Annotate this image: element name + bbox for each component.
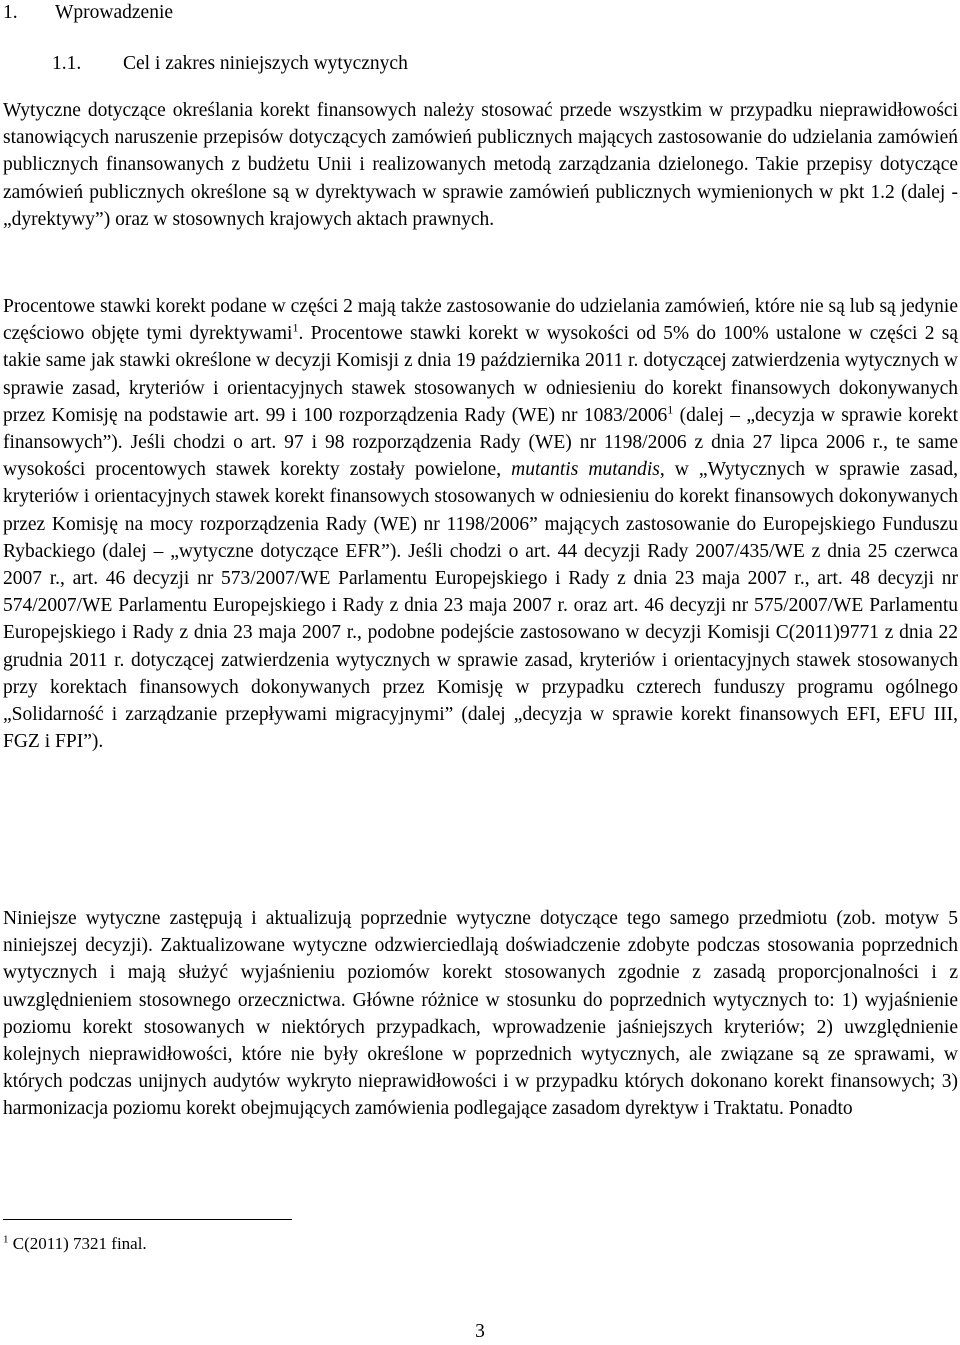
paragraph-correction-rates: [3, 293, 958, 755]
italic-phrase: mutantis mutandis: [511, 459, 660, 481]
subsection-heading: [52, 52, 408, 76]
footnote-marker: 1: [3, 1233, 9, 1246]
paragraph-text: , w „Wytycznych w sprawie zasad, kryteriów i orientacyjnych stawek korekt finansowych stosowanych w odniesieniu do korekt finansowych dokonywanych przez Komisję na mocy rozporządzenia Rady (WE) nr 1198/2006” mających zastosowanie do Europejskiego Funduszu Rybackiego (dalej – „wytyczne dotyczące EFR”). Jeśli chodzi o art. 44 decyzji Rady 2007/435/WE z dnia 25 czerwca 2007 r., art. 46 decyzji nr 573/2007/WE Parlamentu Europejskiego i Rady z dnia 23 maja 2007 r., art. 48 decyzji nr 574/2007/WE Parlamentu Europejskiego i Rady z dnia 23 maja 2007 r. oraz art. 46 decyzji nr 575/2007/WE Parlamentu Europejskiego i Rady z dnia 23 maja 2007 r., podobne podejście zastosowano w decyzji Komisji C(2011)9771 z dnia 22 grudnia 2011 r. dotyczącej zatwierdzenia wytycznych w sprawie zasad, kryteriów i orientacyjnych stawek stosowanych przy korektach finansowych dokonywanych przez Komisję w przypadku czterech funduszy programu ogólnego „Solidarność i zarządzanie przepływami migracyjnymi” (dalej „decyzja w sprawie korekt finansowych EFI, EFU III, FGZ i FPI”).: [3, 459, 958, 753]
page-number: 3: [475, 1321, 485, 1342]
paragraph-text: . Procentowe stawki korekt w wysokości od 5% do 100% ustalone w części 2 są takie same jak stawki określone w decyzji Komisji z dnia 19 października 2011 r. dotyczącej zatwierdzenia wytycznych w sprawie zasad, kryteriów i orientacyjnych stawek stosowanych w odniesieniu do korekt finansowych dokonywanych przez Komisję na podstawie art. 99 i 100 rozporządzenia Rady (WE) nr 1083/2006: [3, 323, 959, 426]
footnote-reference[interactable]: 1: [292, 320, 299, 335]
footnote-text: C(2011) 7321 final.: [8, 1234, 147, 1253]
paragraph-scope: Wytyczne dotyczące określania korekt finansowych należy stosować przede wszystkim w przypadku nieprawidłowości stanowiących naruszenie przepisów dotyczących zamówień publicznych mających zastosowanie do udzielania zamówień publicznych finansowanych z budżetu Unii i realizowanych metodą zarządzania dzielonego. Takie przepisy dotyczące zamówień publicznych określone są w dyrektywach w sprawie zamówień publicznych wymienionych w pkt 1.2 (dalej - „dyrektywy”) oraz w stosownych krajowych aktach prawnych.: [3, 100, 958, 230]
paragraph-text: (dalej – „decyzja w sprawie korekt finansowych”). Jeśli chodzi o art. 97 i 98 rozporządzenia Rady (WE) nr 1198/2006 z dnia 27 lipca 2006 r., te same wysokości procentowych stawek korekty zostały powielone,: [3, 404, 958, 481]
footnote-separator: [3, 1219, 292, 1220]
regulation-reference: 1: [667, 402, 674, 417]
paragraph-update: Niniejsze wytyczne zastępują i aktualizują poprzednie wytyczne dotyczące tego samego przedmiotu (zob. motyw 5 niniejszej decyzji). Zaktualizowane wytyczne odzwierciedlają doświadczenie zdobyte podczas stosowania poprzednich wytycznych i mają służyć wyjaśnieniu poziomów korekt stosowanych zgodnie z zasadą proporcjonalności i z uwzględnieniem stosownego orzecznictwa. Główne różnice w stosunku do poprzednich wytycznych to: 1) wyjaśnienie poziomu korekt stosowanych w niektórych przypadkach, wprowadzenie jaśniejszych kryteriów; 2) uwzględnienie kolejnych nieprawidłowości, które nie były określone w poprzednich wytycznych, ale związane są ze sprawami, w których podczas unijnych audytów wykryto nieprawidłowości i w przypadku których dokonano korekt finansowych; 3) harmonizacja poziomu korekt obejmujących zamówienia podlegające zasadom dyrektyw i Traktatu. Ponadto: [3, 908, 958, 1120]
footnote: [3, 1230, 147, 1258]
section-number: 1.: [3, 2, 18, 23]
section-heading: [3, 1, 173, 25]
subsection-number: 1.1.: [52, 53, 82, 74]
paragraph-text: Procentowe stawki korekt podane w części 2 mają także zastosowanie do udzielania zamówień, które nie są lub są jedynie częściowo objęte tymi dyrektywami: [3, 296, 958, 345]
subsection-title: Cel i zakres niniejszych wytycznych: [123, 53, 408, 74]
section-title: Wprowadzenie: [55, 2, 174, 23]
